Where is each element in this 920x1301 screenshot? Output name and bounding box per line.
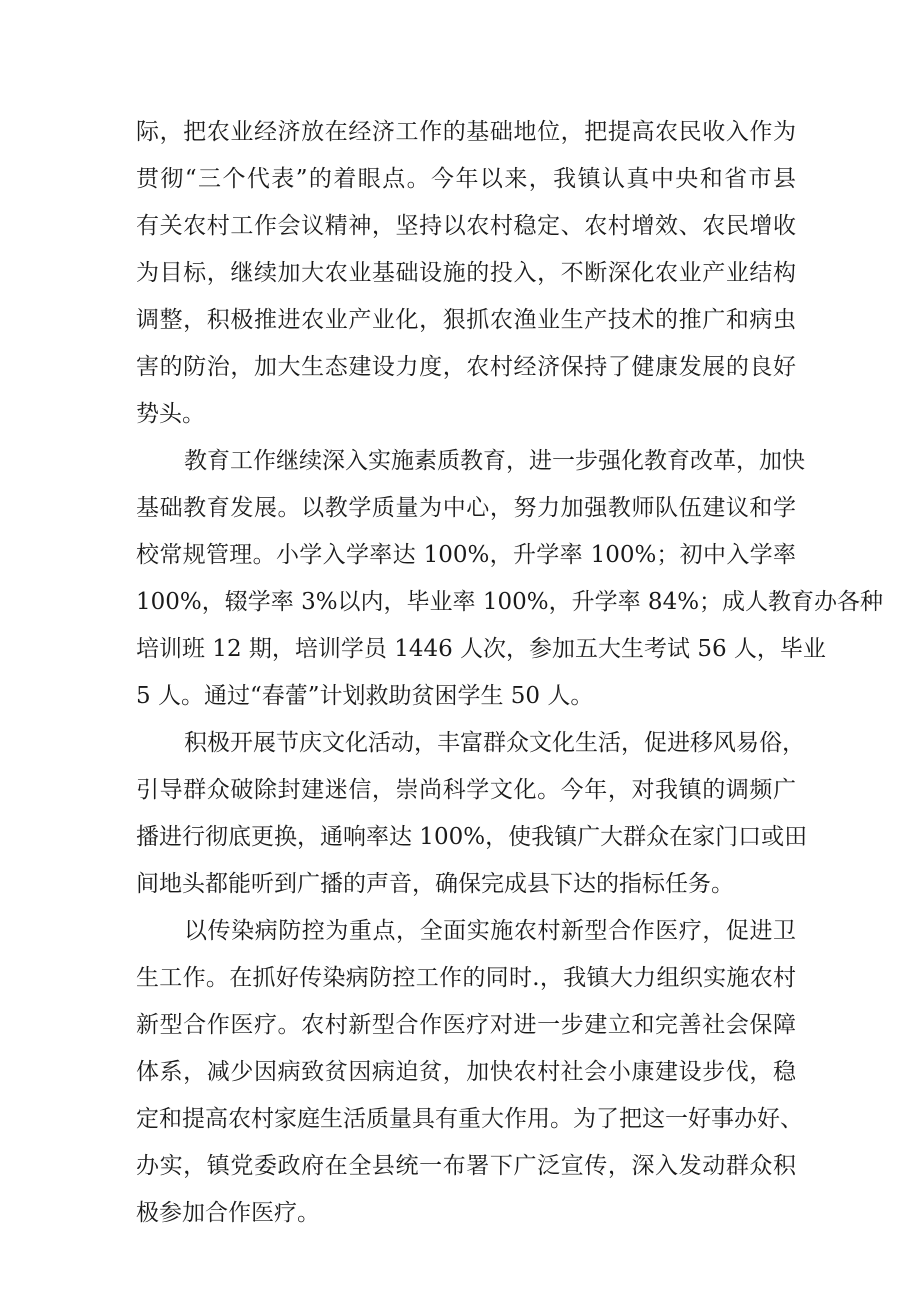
paragraph-4-line-4: 体系，减少因病致贫因病迫贫，加快农村社会小康建设步伐，稳	[136, 1059, 796, 1085]
paragraph-4-line-2: 生工作。在抓好传染病防控工作的同时.，我镇大力组织实施农村	[136, 965, 796, 991]
paragraph-4-line-3: 新型合作医疗。农村新型合作医疗对进一步建立和完善社会保障	[136, 1012, 796, 1038]
paragraph-2-line-6: 5 人。通过“春蕾”计划救助贫困学生 50 人。	[136, 683, 594, 709]
paragraph-1-line-4: 为目标，继续加大农业基础设施的投入，不断深化农业产业结构	[136, 260, 796, 286]
paragraph-1-line-1: 际，把农业经济放在经济工作的基础地位，把提高农民收入作为	[136, 119, 796, 145]
paragraph-1-line-5: 调整，积极推进农业产业化，狠抓农渔业生产技术的推广和病虫	[136, 307, 796, 333]
paragraph-4-line-5: 定和提高农村家庭生活质量具有重大作用。为了把这一好事办好、	[136, 1106, 803, 1132]
paragraph-1-line-7: 势头。	[136, 401, 205, 427]
paragraph-4-line-6: 办实，镇党委政府在全县统一布署下广泛宣传，深入发动群众积	[136, 1153, 796, 1179]
paragraph-1-line-3: 有关农村工作会议精神，坚持以农村稳定、农村增效、农民增收	[136, 213, 796, 239]
paragraph-3-line-3: 播进行彻底更换，通响率达 100%，使我镇广大群众在家门口或田	[136, 824, 808, 850]
paragraph-1-line-2: 贯彻“三个代表”的着眼点。今年以来，我镇认真中央和省市县	[136, 166, 796, 192]
paragraph-2-line-3: 校常规管理。小学入学率达 100%，升学率 100%；初中入学率	[136, 542, 796, 568]
paragraph-3-line-4: 间地头都能听到广播的声音，确保完成县下达的指标任务。	[136, 871, 734, 897]
paragraph-2-line-2: 基础教育发展。以教学质量为中心，努力加强教师队伍建议和学	[136, 495, 796, 521]
paragraph-4-line-1: 以传染病防控为重点，全面实施农村新型合作医疗，促进卫	[184, 918, 796, 944]
paragraph-3-line-2: 引导群众破除封建迷信，崇尚科学文化。今年，对我镇的调频广	[136, 777, 796, 803]
paragraph-1-line-6: 害的防治，加大生态建设力度，农村经济保持了健康发展的良好	[136, 354, 796, 380]
paragraph-3-line-1: 积极开展节庆文化活动，丰富群众文化生活，促进移风易俗，	[184, 730, 805, 756]
paragraph-2-line-1: 教育工作继续深入实施素质教育，进一步强化教育改革，加快	[184, 448, 805, 474]
paragraph-4-line-7: 极参加合作医疗。	[136, 1200, 320, 1226]
paragraph-2-line-4: 100%，辍学率 3%以内，毕业率 100%，升学率 84%；成人教育办各种	[136, 589, 884, 615]
paragraph-2-line-5: 培训班 12 期，培训学员 1446 人次，参加五大生考试 56 人，毕业	[136, 636, 826, 662]
